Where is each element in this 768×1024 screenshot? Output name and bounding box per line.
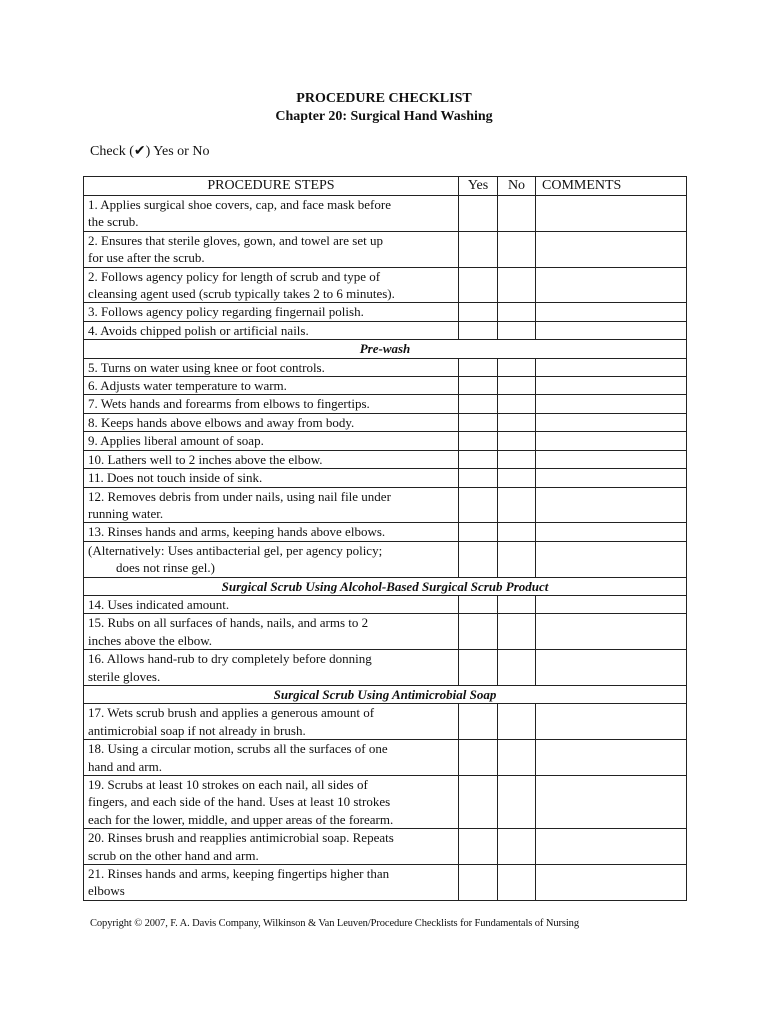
step-text-line: 4. Avoids chipped polish or artificial nails.: [88, 322, 309, 338]
table-row: [84, 487, 687, 523]
table-row: [84, 377, 687, 395]
step-text-line: (Alternatively: Uses antibacterial gel, per agency policy;: [88, 542, 383, 558]
section-header-row: [84, 685, 687, 703]
check-instruction: Check (✔) Yes or No: [90, 144, 210, 159]
table-row: [84, 450, 687, 468]
table-row: [84, 469, 687, 487]
step-text-line: the scrub.: [88, 214, 139, 230]
comments-cell[interactable]: [536, 865, 687, 901]
step-text-line: 3. Follows agency policy regarding fingernail polish.: [88, 304, 364, 320]
procedure-checklist-table: [83, 176, 687, 901]
step-text-line: 17. Wets scrub brush and applies a generous amount of: [88, 705, 375, 721]
step-cell: [84, 395, 459, 413]
comments-cell[interactable]: [536, 523, 687, 541]
comments-cell[interactable]: [536, 303, 687, 321]
no-cell[interactable]: [498, 650, 536, 686]
step-cell: [84, 595, 459, 613]
comments-cell[interactable]: [536, 595, 687, 613]
step-text-line: fingers, and each side of the hand. Uses at least 10 strokes: [88, 794, 391, 810]
yes-cell[interactable]: [459, 267, 498, 303]
step-text-line: 2. Follows agency policy for length of scrub and type of: [88, 268, 381, 284]
step-cell: [84, 413, 459, 431]
yes-cell[interactable]: [459, 650, 498, 686]
page-subtitle: Chapter 20: Surgical Hand Washing: [275, 109, 493, 124]
no-cell[interactable]: [498, 231, 536, 267]
yes-cell[interactable]: [459, 740, 498, 776]
header-yes: Yes: [459, 177, 498, 196]
step-cell: [84, 303, 459, 321]
step-cell: [84, 358, 459, 376]
step-cell: [84, 196, 459, 232]
yes-cell[interactable]: [459, 196, 498, 232]
comments-cell[interactable]: [536, 829, 687, 865]
section-header-row: [84, 577, 687, 595]
comments-cell[interactable]: [536, 413, 687, 431]
no-cell[interactable]: [498, 740, 536, 776]
yes-cell[interactable]: [459, 450, 498, 468]
step-text-line: hand and arm.: [88, 758, 163, 774]
yes-cell[interactable]: [459, 541, 498, 577]
step-text-line: elbows: [88, 883, 125, 899]
step-cell: [84, 614, 459, 650]
yes-cell[interactable]: [459, 523, 498, 541]
comments-cell[interactable]: [536, 267, 687, 303]
checklist-rows: [84, 196, 687, 901]
no-cell[interactable]: [498, 829, 536, 865]
header-procedure-steps: PROCEDURE STEPS: [84, 177, 459, 196]
comments-cell[interactable]: [536, 469, 687, 487]
step-cell: [84, 231, 459, 267]
step-cell: [84, 450, 459, 468]
copyright-footer: Copyright © 2007, F. A. Davis Company, Wilkinson & Van Leuven/Procedure Checklists for Fundamentals of Nursing: [90, 918, 579, 929]
comments-cell[interactable]: [536, 704, 687, 740]
step-text-line: running water.: [88, 505, 164, 521]
yes-cell[interactable]: [459, 321, 498, 339]
yes-cell[interactable]: [459, 413, 498, 431]
comments-cell[interactable]: [536, 321, 687, 339]
step-cell: [84, 704, 459, 740]
table-row: [84, 413, 687, 431]
yes-cell[interactable]: [459, 469, 498, 487]
yes-cell[interactable]: [459, 776, 498, 829]
yes-cell[interactable]: [459, 614, 498, 650]
no-cell[interactable]: [498, 432, 536, 450]
no-cell[interactable]: [498, 377, 536, 395]
yes-cell[interactable]: [459, 487, 498, 523]
table-row: [84, 432, 687, 450]
step-cell: [84, 487, 459, 523]
no-cell[interactable]: [498, 358, 536, 376]
step-text-line: 13. Rinses hands and arms, keeping hands above elbows.: [88, 524, 386, 540]
step-text-line: inches above the elbow.: [88, 632, 213, 648]
comments-cell[interactable]: [536, 231, 687, 267]
step-text-line: 2. Ensures that sterile gloves, gown, and towel are set up: [88, 232, 383, 248]
yes-cell[interactable]: [459, 231, 498, 267]
no-cell[interactable]: [498, 541, 536, 577]
section-header-row: [84, 340, 687, 358]
table-row: [84, 740, 687, 776]
step-cell: [84, 321, 459, 339]
no-cell[interactable]: [498, 614, 536, 650]
yes-cell[interactable]: [459, 829, 498, 865]
yes-cell[interactable]: [459, 595, 498, 613]
no-cell[interactable]: [498, 413, 536, 431]
table-row: [84, 704, 687, 740]
step-text-line: scrub on the other hand and arm.: [88, 847, 259, 863]
step-text-line: antimicrobial soap if not already in brush.: [88, 722, 306, 738]
step-text-line: 6. Adjusts water temperature to warm.: [88, 378, 287, 394]
yes-cell[interactable]: [459, 432, 498, 450]
step-text-line: 18. Using a circular motion, scrubs all the surfaces of one: [88, 741, 388, 757]
step-text-line: 20. Rinses brush and reapplies antimicrobial soap. Repeats: [88, 830, 394, 846]
table-row: [84, 776, 687, 829]
comments-cell[interactable]: [536, 541, 687, 577]
yes-cell[interactable]: [459, 395, 498, 413]
table-row: [84, 614, 687, 650]
step-text-line: 9. Applies liberal amount of soap.: [88, 433, 264, 449]
comments-cell[interactable]: [536, 650, 687, 686]
yes-cell[interactable]: [459, 704, 498, 740]
comments-cell[interactable]: [536, 395, 687, 413]
table-row: [84, 865, 687, 901]
table-row: [84, 358, 687, 376]
table-row: [84, 523, 687, 541]
yes-cell[interactable]: [459, 303, 498, 321]
yes-cell[interactable]: [459, 358, 498, 376]
step-cell: [84, 865, 459, 901]
step-text-line: 10. Lathers well to 2 inches above the elbow.: [88, 451, 323, 467]
comments-cell[interactable]: [536, 450, 687, 468]
step-text-line: 16. Allows hand-rub to dry completely before donning: [88, 651, 372, 667]
section-title: Surgical Scrub Using Alcohol-Based Surgical Scrub Product: [84, 577, 687, 595]
step-text-line: cleansing agent used (scrub typically takes 2 to 6 minutes).: [88, 286, 395, 302]
step-cell: [84, 267, 459, 303]
step-text-line: 19. Scrubs at least 10 strokes on each nail, all sides of: [88, 777, 368, 792]
comments-cell[interactable]: [536, 487, 687, 523]
step-text-line: 5. Turns on water using knee or foot controls.: [88, 359, 325, 375]
step-text-line: 7. Wets hands and forearms from elbows to fingertips.: [88, 396, 370, 412]
table-row: [84, 829, 687, 865]
no-cell[interactable]: [498, 395, 536, 413]
step-text-line: 12. Removes debris from under nails, using nail file under: [88, 488, 391, 504]
table-row: [84, 303, 687, 321]
comments-cell[interactable]: [536, 740, 687, 776]
table-row: [84, 395, 687, 413]
comments-cell[interactable]: [536, 377, 687, 395]
step-text-line: 21. Rinses hands and arms, keeping fingertips higher than: [88, 866, 390, 882]
table-row: [84, 541, 687, 577]
step-text-line: each for the lower, middle, and upper areas of the forearm.: [88, 811, 394, 827]
no-cell[interactable]: [498, 267, 536, 303]
step-text-line: 8. Keeps hands above elbows and away from body.: [88, 414, 355, 430]
step-cell: [84, 377, 459, 395]
step-cell: [84, 776, 459, 829]
no-cell[interactable]: [498, 704, 536, 740]
step-cell: [84, 432, 459, 450]
table-row: [84, 321, 687, 339]
page-title: PROCEDURE CHECKLIST: [296, 91, 472, 106]
step-cell: [84, 740, 459, 776]
comments-cell[interactable]: [536, 614, 687, 650]
table-header-row: [84, 177, 687, 196]
step-text-line: 11. Does not touch inside of sink.: [88, 470, 263, 486]
no-cell[interactable]: [498, 321, 536, 339]
no-cell[interactable]: [498, 487, 536, 523]
no-cell[interactable]: [498, 595, 536, 613]
no-cell[interactable]: [498, 865, 536, 901]
table-row: [84, 650, 687, 686]
step-text-line: does not rinse gel.): [116, 560, 215, 576]
comments-cell[interactable]: [536, 196, 687, 232]
comments-cell[interactable]: [536, 776, 687, 829]
step-cell: [84, 541, 459, 577]
step-text-line: 1. Applies surgical shoe covers, cap, and face mask before: [88, 197, 391, 212]
yes-cell[interactable]: [459, 377, 498, 395]
step-text-line: 14. Uses indicated amount.: [88, 596, 230, 612]
step-cell: [84, 650, 459, 686]
no-cell[interactable]: [498, 523, 536, 541]
comments-cell[interactable]: [536, 358, 687, 376]
step-cell: [84, 469, 459, 487]
table-row: [84, 595, 687, 613]
step-text-line: sterile gloves.: [88, 668, 161, 684]
header-comments: COMMENTS: [536, 177, 687, 196]
no-cell[interactable]: [498, 303, 536, 321]
header-no: No: [498, 177, 536, 196]
section-title: Pre-wash: [84, 340, 687, 358]
step-text-line: for use after the scrub.: [88, 250, 205, 266]
step-text-line: 15. Rubs on all surfaces of hands, nails, and arms to 2: [88, 615, 369, 631]
no-cell[interactable]: [498, 450, 536, 468]
no-cell[interactable]: [498, 469, 536, 487]
step-cell: [84, 523, 459, 541]
yes-cell[interactable]: [459, 865, 498, 901]
table-row: [84, 267, 687, 303]
section-title: Surgical Scrub Using Antimicrobial Soap: [84, 685, 687, 703]
table-row: [84, 196, 687, 232]
step-cell: [84, 829, 459, 865]
table-row: [84, 231, 687, 267]
no-cell[interactable]: [498, 196, 536, 232]
comments-cell[interactable]: [536, 432, 687, 450]
no-cell[interactable]: [498, 776, 536, 829]
